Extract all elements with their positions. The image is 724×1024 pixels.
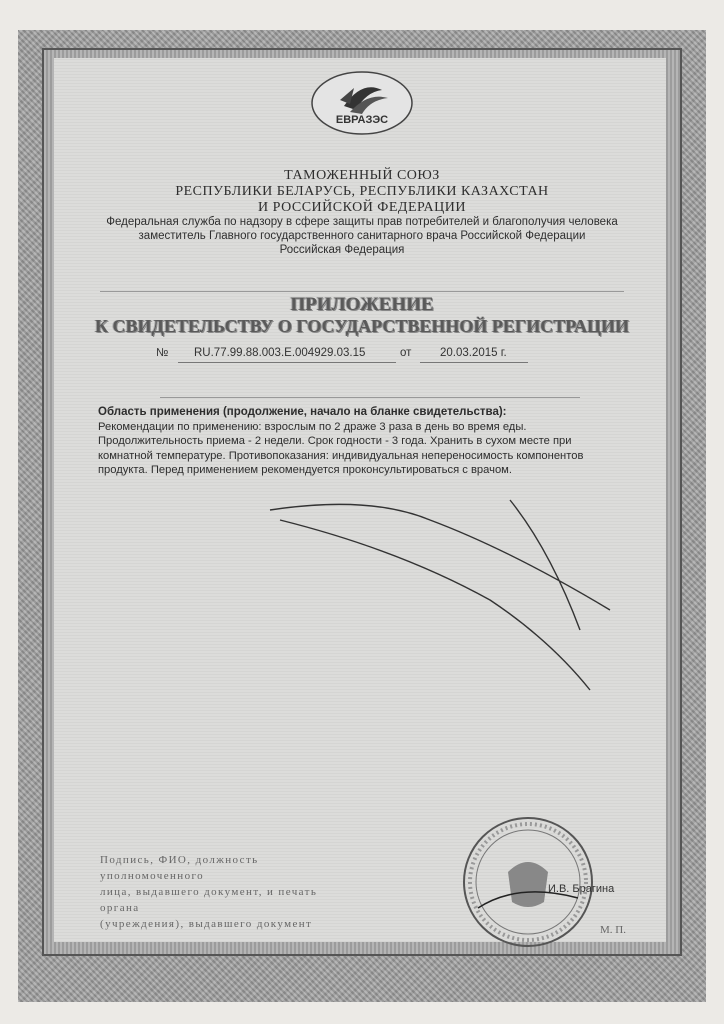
header-line-2: РЕСПУБЛИКИ БЕЛАРУСЬ, РЕСПУБЛИКИ КАЗАХСТАН: [175, 184, 549, 199]
header-line-1: ТАМОЖЕННЫЙ СОЮЗ: [284, 168, 440, 183]
document-title: ПРИЛОЖЕНИЕ: [290, 294, 434, 315]
authority-line-3: Российская Федерация: [279, 244, 405, 256]
date-label: от: [400, 347, 412, 359]
header-line-3: И РОССИЙСКОЙ ФЕДЕРАЦИИ: [258, 200, 466, 215]
crossout-scribble: [250, 490, 630, 710]
body-line-1: Рекомендации по применению: взрослым по 2 драже 3 раза в день во время еды.: [98, 420, 527, 433]
authority-line-2: заместитель Главного государственного санитарного врача Российской Федерации: [138, 230, 586, 242]
footer-line-1: Подпись, ФИО, должность уполномоченного: [100, 854, 259, 882]
footer-line-2: лица, выдавшего документ, и печать органа: [100, 886, 318, 914]
registration-date: 20.03.2015 г.: [440, 347, 507, 359]
body-line-2: Продолжительность приема - 2 недели. Срок годности - 3 года. Хранить в сухом месте при: [98, 435, 572, 447]
scope-section: [98, 405, 618, 478]
registration-line: [150, 347, 570, 363]
registration-number: RU.77.99.88.003.Е.004929.03.15: [194, 347, 366, 359]
body-line-4: продукта. Перед применением рекомендуется проконсультироваться с врачом.: [98, 464, 512, 476]
footer-line-3: (учреждения), выдавшего документ: [100, 918, 313, 930]
emblem-label: ЕВРАЗЭС: [335, 114, 389, 126]
document-subtitle: К СВИДЕТЕЛЬСТВУ О ГОСУДАРСТВЕННОЙ РЕГИСТРАЦИИ: [95, 316, 629, 336]
date-underline: [420, 362, 528, 363]
number-underline: [178, 362, 396, 363]
stamp-place-label: М. П.: [600, 924, 626, 936]
section-title: Область применения (продолжение, начало на бланке свидетельства):: [98, 406, 507, 418]
authority-line-1: Федеральная служба по надзору в сфере защиты прав потребителей и благополучия человека: [106, 216, 618, 228]
eurasec-emblem-icon: [310, 70, 414, 136]
round-seal-icon: [458, 812, 598, 952]
body-line-3: комнатной температуре. Противопоказания: индивидуальная непереносимость компонентов: [98, 449, 584, 462]
signer-name: И.В. Брагина: [548, 883, 615, 895]
signature-caption: [100, 852, 340, 932]
caption-underline: [100, 282, 624, 292]
caption-underline-2: [160, 389, 580, 398]
number-label: №: [156, 347, 169, 359]
